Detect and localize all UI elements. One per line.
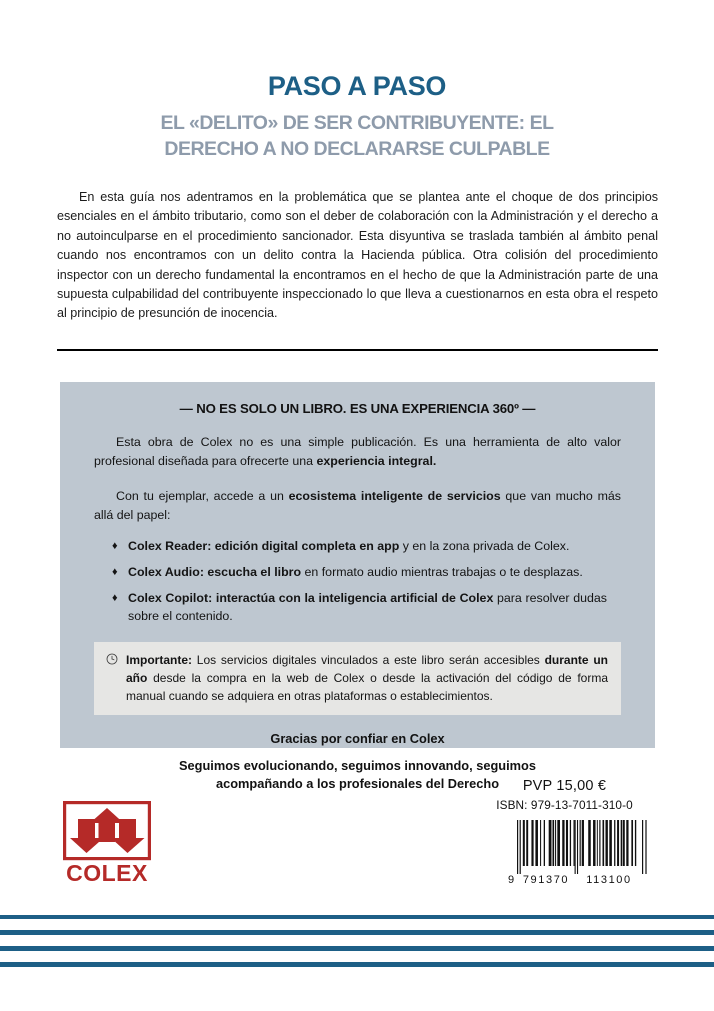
footer-stripe-1 (0, 915, 714, 919)
price-label: PVP 15,00 € (522, 778, 607, 794)
service-name: Colex Reader: (128, 539, 212, 554)
list-item (112, 563, 607, 582)
colex-logo (63, 801, 151, 887)
svg-text:113100: 113100 (586, 874, 632, 886)
service-name: Colex Audio: (128, 564, 204, 579)
footer-stripe-4 (0, 962, 714, 967)
experience-intro-2-emphasis: ecosistema inteligente de servicios (288, 489, 501, 504)
important-notice-duration: durante un año (126, 652, 608, 685)
experience-intro-1-text: Esta obra de Colex no es una simple publicación. Es una herramienta de alto valor profesional diseñada para ofrecerte una (94, 435, 621, 468)
tagline-line-2: acompañando a los profesionales del Derecho (215, 776, 500, 792)
book-subtitle-line-1: EL «DELITO» DE SER CONTRIBUYENTE: EL (160, 112, 554, 135)
tagline-line-1: Seguimos evolucionando, seguimos innovando, seguimos (179, 757, 536, 773)
experience-intro-2-text-lead: Con tu ejemplar, accede a un (116, 489, 289, 504)
service-description: y en la zona privada de Colex. (399, 539, 570, 554)
important-notice-text (105, 651, 608, 705)
service-description: en formato audio mientras trabajas o te desplazas. (301, 564, 583, 579)
services-list (82, 537, 633, 625)
service-highlight: escucha el libro (203, 564, 302, 579)
title-block (57, 72, 657, 163)
experience-intro-2-text-tail: que van mucho más allá del papel: (94, 489, 622, 522)
service-name: Colex Copilot: (128, 590, 213, 605)
logo-wordmark: COLEX (66, 860, 148, 886)
important-notice-text-c: desde la compra en la web de Colex o desde la activación del código de forma manual cuando se adquiera en otras plataformas o establecimientos. (126, 670, 608, 703)
commercial-block (472, 778, 657, 812)
thanks-line: Gracias por confiar en Colex (270, 730, 445, 746)
experience-intro-paragraph-2 (82, 487, 633, 524)
book-subtitle-line-2: DERECHO A NO DECLARARSE CULPABLE (164, 138, 550, 161)
important-notice-label: Importante: (126, 652, 192, 667)
service-highlight: interactúa con la inteligencia artificial de Colex (212, 590, 494, 605)
footer-stripe-3 (0, 946, 714, 951)
svg-text:9: 9 (508, 874, 515, 886)
barcode (501, 816, 653, 888)
book-subtitle (57, 111, 657, 163)
service-description: para resolver dudas sobre el contenido. (128, 590, 607, 624)
list-item (112, 589, 607, 626)
divider-rule (57, 349, 658, 351)
collection-title: PASO A PASO (267, 71, 447, 101)
service-highlight: edición digital completa en app (211, 539, 400, 554)
clock-icon (106, 653, 118, 665)
barcode-svg (501, 816, 653, 888)
experience-intro-paragraph-1 (82, 433, 633, 470)
experience-panel-heading: — NO ES SOLO UN LIBRO. ES UNA EXPERIENCIA 360º — (179, 401, 536, 416)
diamond-bullet-icon: ♦ (112, 540, 118, 553)
footer-stripe-2 (0, 930, 714, 935)
important-notice-text-a: Los servicios digitales vinculados a este libro serán accesibles (192, 652, 545, 667)
list-item (112, 537, 607, 556)
diamond-bullet-icon: ♦ (112, 591, 118, 604)
colex-logo-svg (63, 801, 151, 887)
experience-intro-1-emphasis: experiencia integral. (316, 453, 437, 468)
diamond-bullet-icon: ♦ (112, 565, 118, 578)
blurb-paragraph: En esta guía nos adentramos en la problemática que se plantea ante el choque de dos principios esenciales en el ámbito tributario, como son el deber de colaboración con la Administración y el derecho a no autoinculparse en el procedimiento sancionador. Esta disyuntiva se traslada también al ámbito penal cuando nos encontramos con un delito contra la Hacienda pública. Otra colisión del procedimiento inspector con un derecho fundamental la encontramos en el hecho de que la Administración parte de una supuesta culpabilidad del contribuyente inspeccionado lo que lleva a cuestionarnos en esta obra el respeto al principio de presunción de inocencia. (57, 190, 658, 321)
important-notice (94, 642, 621, 715)
svg-text:791370: 791370 (522, 874, 570, 886)
isbn-label: ISBN: 979-13-7011-310-0 (496, 798, 633, 812)
